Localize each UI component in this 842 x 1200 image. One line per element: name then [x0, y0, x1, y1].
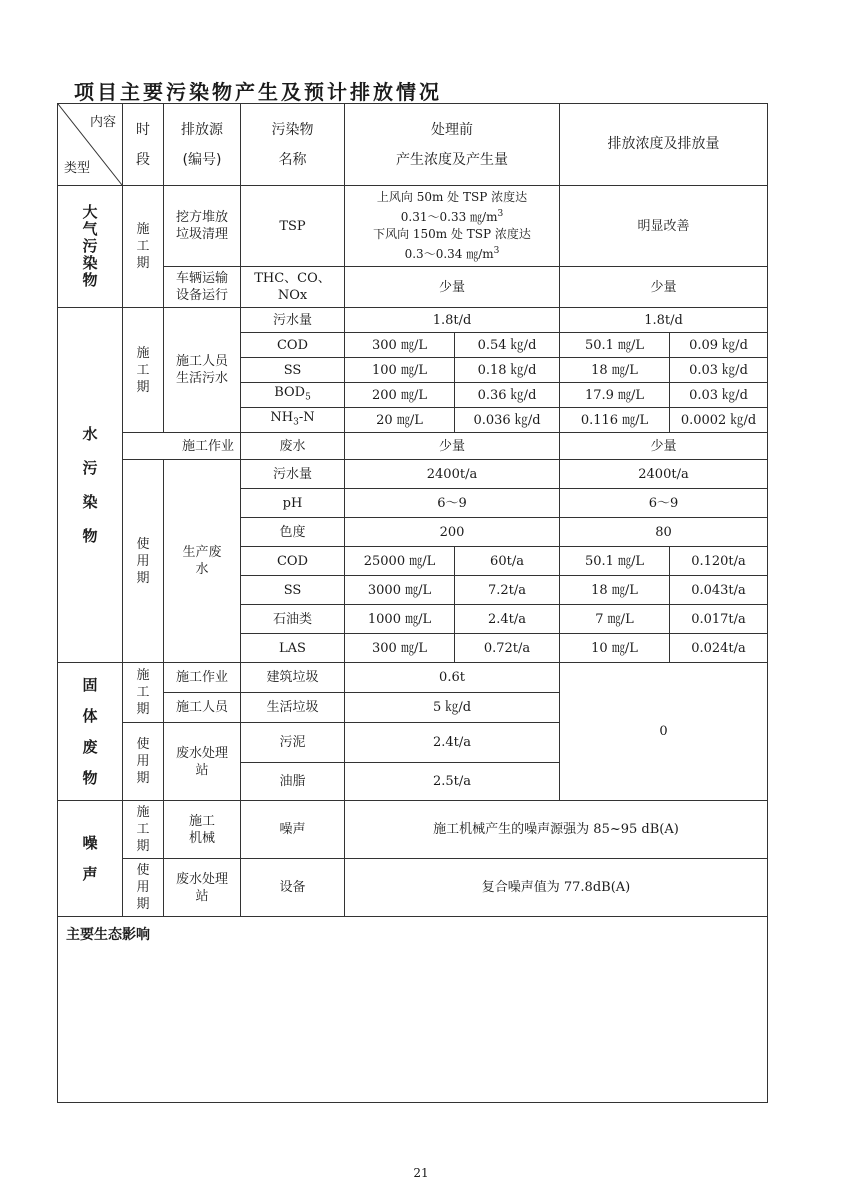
- water-c-bamt-4: 0.36 ㎏/d: [455, 383, 560, 408]
- solid-pollutant-4: 油脂: [241, 763, 345, 801]
- noise-pollutant-1: 噪声: [241, 801, 345, 859]
- water-o-bconc-5: 3000 ㎎/L: [345, 576, 455, 605]
- water-o-period: 使 用 期: [123, 460, 164, 663]
- header-period: 时 段: [123, 104, 164, 186]
- air-after-2: 少量: [560, 267, 768, 308]
- water-o-bconc-7: 300 ㎎/L: [345, 634, 455, 663]
- water-o-bamt-6: 2.4t/a: [455, 605, 560, 634]
- water-c-pollutant-2: COD: [241, 333, 345, 358]
- air-before-1: 上风向 50m 处 TSP 浓度达 0.31～0.33 $㎎/m^3$ 下风向 150m 处 TSP 浓度达 0.3～0.34 $㎎/m^3$: [345, 186, 560, 267]
- water-o-source: 生产废 水: [164, 460, 241, 663]
- header-before: 处理前 产生浓度及产生量: [345, 104, 560, 186]
- solid-o-period: 使 用 期: [123, 723, 164, 801]
- solid-pollutant-3: 污泥: [241, 723, 345, 763]
- solid-before-1: 0.6t: [345, 663, 560, 693]
- noise-c-period: 施 工 期: [123, 801, 164, 859]
- water-c-work-before: 少量: [345, 433, 560, 460]
- water-c-source: 施工人员 生活污水: [164, 308, 241, 433]
- water-c-row-1: [58, 308, 768, 333]
- noise-row-1: [58, 801, 768, 859]
- water-o-after-2: 6～9: [560, 489, 768, 518]
- solid-category: 固 体 废 物: [58, 663, 123, 801]
- water-c-aconc-5: 0.116 ㎎/L: [560, 408, 670, 433]
- water-c-aamt-3: 0.03 ㎏/d: [670, 358, 768, 383]
- water-o-aconc-6: 7 ㎎/L: [560, 605, 670, 634]
- water-c-bconc-5: 20 ㎎/L: [345, 408, 455, 433]
- water-o-aconc-4: 50.1 ㎎/L: [560, 547, 670, 576]
- header-content-label: 内容: [89, 115, 116, 130]
- water-o-after-3: 80: [560, 518, 768, 547]
- water-o-pollutant-2: pH: [241, 489, 345, 518]
- noise-source-2: 废水处理 站: [164, 859, 241, 917]
- water-c-bamt-3: 0.18 ㎏/d: [455, 358, 560, 383]
- header-diagonal-cell: [58, 104, 123, 186]
- solid-source-2: 施工人员: [164, 693, 241, 723]
- water-category: 水 污 染 物: [58, 308, 123, 663]
- water-c-aconc-2: 50.1 ㎎/L: [560, 333, 670, 358]
- water-c-aamt-2: 0.09 ㎏/d: [670, 333, 768, 358]
- water-c-work-pollutant: 废水: [241, 433, 345, 460]
- water-c-aconc-4: 17.9 ㎎/L: [560, 383, 670, 408]
- air-pollutant-1: TSP: [241, 186, 345, 267]
- air-pollutant-2: THC、CO、 NOx: [241, 267, 345, 308]
- noise-source-1: 施工 机械: [164, 801, 241, 859]
- noise-pollutant-2: 设备: [241, 859, 345, 917]
- water-o-aamt-7: 0.024t/a: [670, 634, 768, 663]
- air-category-text: 大 气 污 染 物: [82, 203, 98, 289]
- water-c-bamt-5: 0.036 ㎏/d: [455, 408, 560, 433]
- header-after: 排放浓度及排放量: [560, 104, 768, 186]
- water-o-bconc-4: 25000 ㎎/L: [345, 547, 455, 576]
- solid-source-3: 废水处理 站: [164, 723, 241, 801]
- noise-row-2: [58, 859, 768, 917]
- water-o-pollutant-5: SS: [241, 576, 345, 605]
- water-c-pollutant-1: 污水量: [241, 308, 345, 333]
- water-o-aconc-7: 10 ㎎/L: [560, 634, 670, 663]
- water-o-before-3: 200: [345, 518, 560, 547]
- water-o-aconc-5: 18 ㎎/L: [560, 576, 670, 605]
- eco-row: [58, 917, 768, 1103]
- water-o-aamt-4: 0.120t/a: [670, 547, 768, 576]
- water-c-aconc-3: 18 ㎎/L: [560, 358, 670, 383]
- water-o-aamt-6: 0.017t/a: [670, 605, 768, 634]
- water-c-aamt-5: 0.0002 ㎏/d: [670, 408, 768, 433]
- page-number: 21: [413, 1166, 429, 1180]
- water-o-bamt-7: 0.72t/a: [455, 634, 560, 663]
- water-o-pollutant-4: COD: [241, 547, 345, 576]
- water-o-after-1: 2400t/a: [560, 460, 768, 489]
- pollutant-table: [57, 103, 768, 1103]
- water-o-before-2: 6～9: [345, 489, 560, 518]
- air-row-1: [58, 186, 768, 267]
- header-source: 排放源 (编号): [164, 104, 241, 186]
- air-period: 施 工 期: [123, 186, 164, 308]
- air-row-2: [58, 267, 768, 308]
- air-category: [58, 186, 123, 308]
- water-o-pollutant-3: 色度: [241, 518, 345, 547]
- water-c-aamt-4: 0.03 ㎏/d: [670, 383, 768, 408]
- water-c-bconc-4: 200 ㎎/L: [345, 383, 455, 408]
- noise-o-period: 使 用 期: [123, 859, 164, 917]
- solid-before-2: 5 ㎏/d: [345, 693, 560, 723]
- water-c-work-after: 少量: [560, 433, 768, 460]
- solid-pollutant-2: 生活垃圾: [241, 693, 345, 723]
- water-c-after-1: 1.8t/d: [560, 308, 768, 333]
- water-o-aamt-5: 0.043t/a: [670, 576, 768, 605]
- solid-before-4: 2.5t/a: [345, 763, 560, 801]
- water-c-bconc-3: 100 ㎎/L: [345, 358, 455, 383]
- page-title: 项目主要污染物产生及预计排放情况: [74, 80, 442, 104]
- water-c-bamt-2: 0.54 ㎏/d: [455, 333, 560, 358]
- noise-value-2: 复合噪声值为 77.8dB(A): [345, 859, 768, 917]
- water-c-bconc-2: 300 ㎎/L: [345, 333, 455, 358]
- solid-before-3: 2.4t/a: [345, 723, 560, 763]
- water-c-work-source: 施工作业: [123, 433, 241, 460]
- solid-source-1: 施工作业: [164, 663, 241, 693]
- air-after-1: 明显改善: [560, 186, 768, 267]
- water-c-pollutant-5: $NH_3-N$: [241, 408, 345, 433]
- air-source-2: 车辆运输 设备运行: [164, 267, 241, 308]
- noise-category: 噪 声: [58, 801, 123, 917]
- water-c-work-row: [58, 433, 768, 460]
- header-row: [58, 104, 768, 186]
- header-pollutant: 污染物 名称: [241, 104, 345, 186]
- water-o-bconc-6: 1000 ㎎/L: [345, 605, 455, 634]
- water-o-row-1: [58, 460, 768, 489]
- air-before-2: 少量: [345, 267, 560, 308]
- water-o-pollutant-1: 污水量: [241, 460, 345, 489]
- solid-after: 0: [560, 663, 768, 801]
- water-o-bamt-5: 7.2t/a: [455, 576, 560, 605]
- water-o-pollutant-7: LAS: [241, 634, 345, 663]
- water-o-before-1: 2400t/a: [345, 460, 560, 489]
- solid-row-1: [58, 663, 768, 693]
- water-c-pollutant-4: $BOD_5$: [241, 383, 345, 408]
- water-o-pollutant-6: 石油类: [241, 605, 345, 634]
- header-type-label: 类型: [64, 161, 91, 176]
- solid-c-period: 施 工 期: [123, 663, 164, 723]
- water-c-before-1: 1.8t/d: [345, 308, 560, 333]
- eco-label: 主要生态影响: [58, 917, 768, 1103]
- noise-value-1: 施工机械产生的噪声源强为 85~95 dB(A): [345, 801, 768, 859]
- water-c-pollutant-3: SS: [241, 358, 345, 383]
- solid-pollutant-1: 建筑垃圾: [241, 663, 345, 693]
- water-o-bamt-4: 60t/a: [455, 547, 560, 576]
- water-c-period: 施 工 期: [123, 308, 164, 433]
- air-source-1: 挖方堆放 垃圾清理: [164, 186, 241, 267]
